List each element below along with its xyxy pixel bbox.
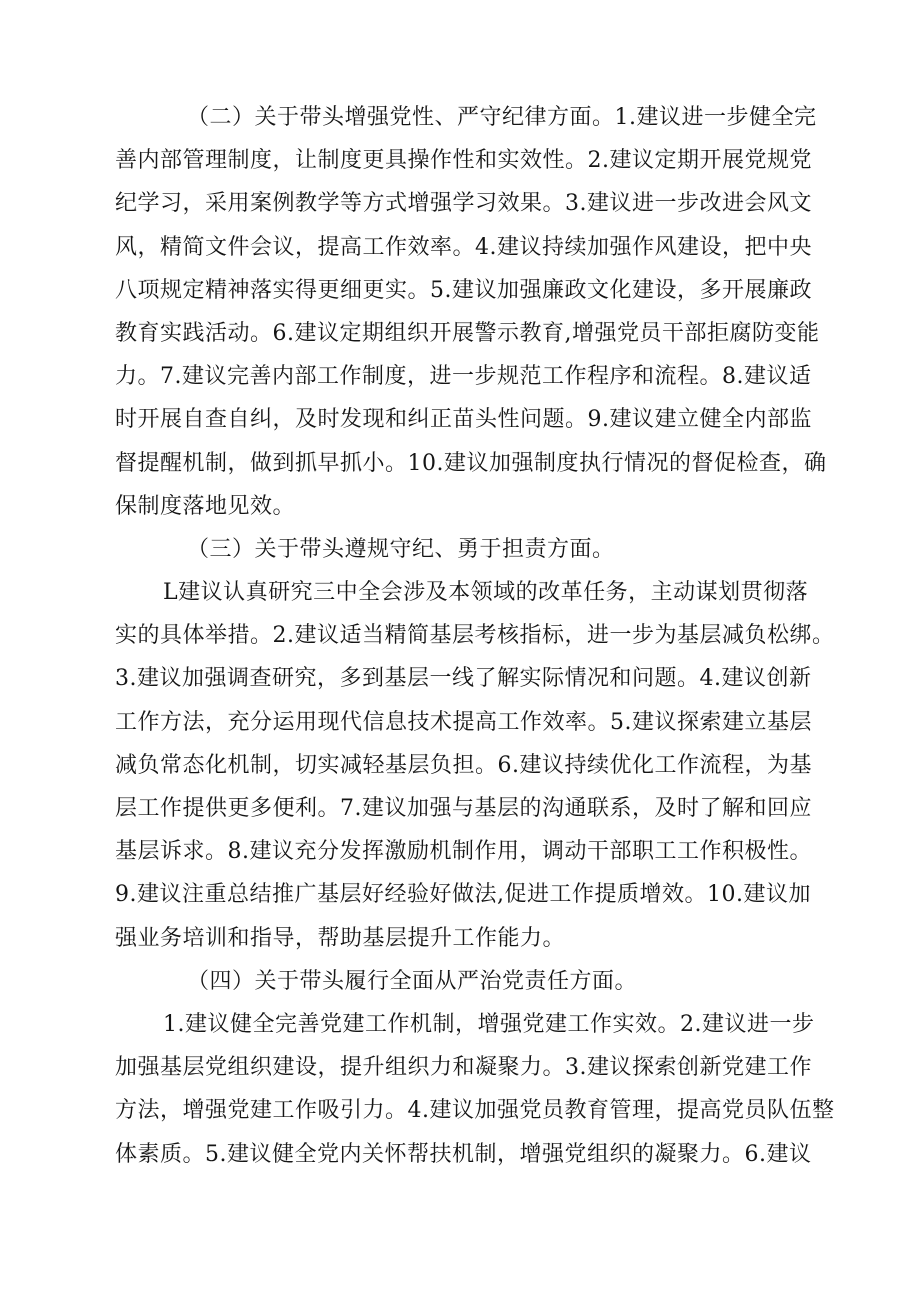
paragraph-line: 工作方法，充分运用现代信息技术提高工作效率。5.建议探索建立基层 — [115, 709, 812, 735]
section-heading: （三）关于带头遵规守纪、勇于担责方面。 — [187, 536, 615, 562]
paragraph-line: 保制度落地见效。 — [115, 493, 296, 519]
paragraph-line: 力。7.建议完善内部工作制度，进一步规范工作程序和流程。8.建议适 — [115, 364, 812, 390]
paragraph-line: 督提醒机制，做到抓早抓小。10.建议加强制度执行情况的督促检查，确 — [115, 450, 827, 476]
paragraph-line: 时开展自查自纠，及时发现和纠正苗头性问题。9.建议建立健全内部监 — [115, 407, 812, 433]
paragraph-line: 方法，增强党建工作吸引力。4.建议加强党员教育管理，提高党员队伍整 — [115, 1098, 835, 1124]
paragraph-line: 八项规定精神落实得更细更实。5.建议加强廉政文化建设，多开展廉政 — [115, 277, 812, 303]
paragraph-line: 加强基层党组织建设，提升组织力和凝聚力。3.建议探索创新党建工作 — [115, 1055, 812, 1081]
document-body — [115, 96, 835, 1176]
paragraph-line: 层工作提供更多便利。7.建议加强与基层的沟通联系，及时了解和回应 — [115, 796, 812, 821]
paragraph-line: 风，精简文件会议，提高工作效率。4.建议持续加强作风建设，把中央 — [115, 234, 812, 260]
paragraph-line: 1.建议健全完善党建工作机制，增强党建工作实效。2.建议进一步 — [163, 1011, 815, 1037]
section-heading: （四）关于带头履行全面从严治党责任方面。 — [187, 968, 638, 994]
paragraph-line: 善内部管理制度，让制度更具操作性和实效性。2.建议定期开展党规党 — [115, 148, 812, 174]
paragraph-line: 减负常态化机制，切实减轻基层负担。6.建议持续优化工作流程，为基 — [115, 752, 812, 778]
paragraph-line: 基层诉求。8.建议充分发挥激励机制作用，调动干部职工工作积极性。 — [115, 839, 812, 865]
paragraph-line: 教育实践活动。6.建议定期组织开展警示教育,增强党员干部拒腐防变能 — [115, 320, 820, 346]
paragraph-line: 纪学习，采用案例教学等方式增强学习效果。3.建议进一步改进会风文 — [115, 191, 812, 217]
paragraph-line: 3.建议加强调查研究，多到基层一线了解实际情况和问题。4.建议创新 — [115, 666, 812, 692]
paragraph-line: 实的具体举措。2.建议适当精简基层考核指标，进一步为基层减负松绑。 — [115, 623, 835, 649]
paragraph-line: 体素质。5.建议健全党内关怀帮扶机制，增强党组织的凝聚力。6.建议 — [115, 1141, 812, 1167]
paragraph-line: （二）关于带头增强党性、严守纪律方面。1.建议进一步健全完 — [187, 105, 817, 130]
paragraph-line: 9.建议注重总结推广基层好经验好做法,促进工作提质增效。10.建议加 — [115, 882, 811, 908]
paragraph-line: L建议认真研究三中全会涉及本领域的改革任务，主动谋划贯彻落 — [163, 580, 809, 606]
paragraph-line: 强业务培训和指导，帮助基层提升工作能力。 — [115, 925, 566, 951]
